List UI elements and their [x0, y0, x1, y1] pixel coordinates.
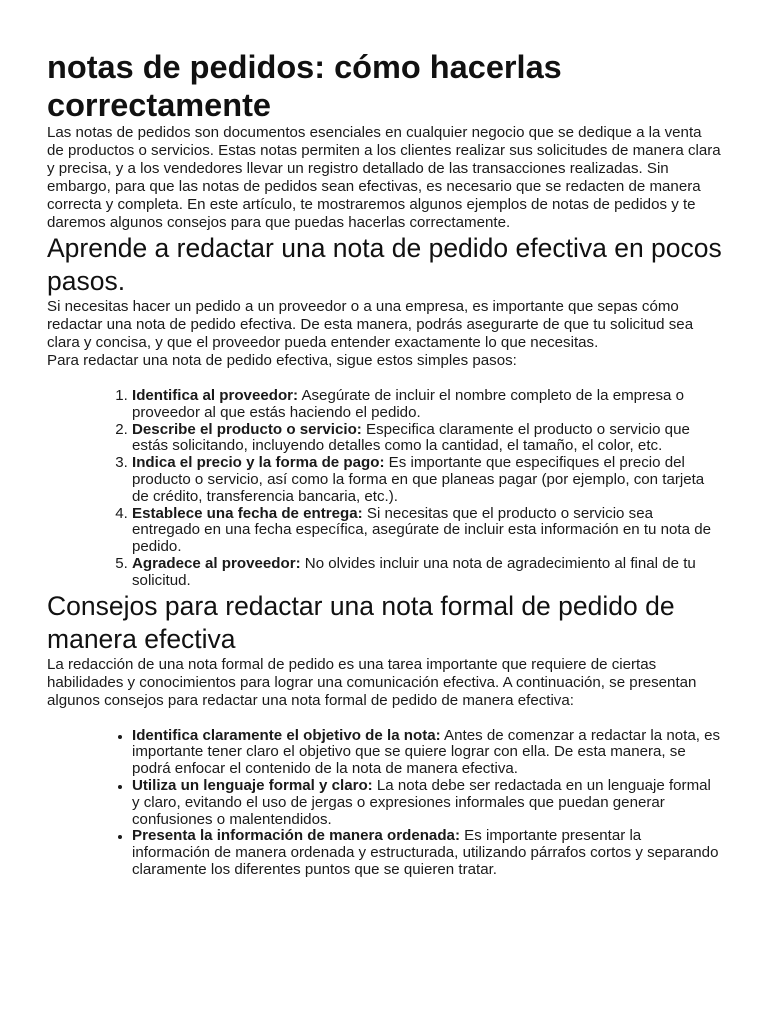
section-heading-consejos: Consejos para redactar una nota formal de pedido de manera efectiva [47, 590, 675, 654]
tips-list [47, 728, 722, 879]
step-text: No olvides incluir una nota de agradecimiento al final de tu solicitud. [132, 554, 696, 589]
intro-paragraph: Las notas de pedidos son documentos esenciales en cualquier negocio que se dedique a la venta de productos o servicios. Estas notas permiten a los clientes realizar sus solicitudes de manera clara y precisa, y a los vendedores llevar un registro detallado de las transacciones realizadas. Sin embargo, para que las notas de pedidos sean efectivas, es necesario que se redacten de manera correcta y completa. En este artículo, te mostraremos algunos ejemplos de notas de pedidos y te daremos algunos consejos para que puedas hacerlas correctamente. [47, 124, 721, 231]
tip-label: Presenta la información de manera ordenada: [132, 827, 460, 845]
tip-label: Utiliza un lenguaje formal y claro: [132, 776, 373, 794]
step-item [132, 455, 722, 505]
steps-list [47, 388, 722, 590]
section-intro-consejos: La redacción de una nota formal de pedido es una tarea importante que requiere de ciertas habilidades y conocimientos para lograr una comunicación efectiva. A continuación, se presentan algunos consejos para redactar una nota formal de pedido de manera efectiva: [47, 655, 697, 709]
step-label: Identifica al proveedor: [132, 387, 299, 404]
step-item [132, 556, 722, 590]
section-intro-redactar: Si necesitas hacer un pedido a un proveedor o a una empresa, es importante que sepas cómo redactar una nota de pedido efectiva. De esta manera, podrás asegurarte de que tu solicitud sea clara y concisa, y que el proveedor pueda entender exactamente lo que necesitas. [47, 298, 694, 351]
page-title: notas de pedidos: cómo hacerlas correctamente [47, 49, 562, 123]
tip-item [132, 728, 722, 778]
steps-lead-text: Para redactar una nota de pedido efectiva, sigue estos simples pasos: [47, 352, 517, 369]
tip-text: Antes de comenzar a redactar la nota, es importante tener claro el objetivo que se quiere lograr con ella. De esta manera, se podrá enfocar el contenido de la nota de manera efectiva. [132, 726, 721, 778]
step-item [132, 422, 722, 456]
tip-item [132, 778, 722, 828]
tip-item [132, 828, 722, 878]
tip-text: La nota debe ser redactada en un lenguaje formal y claro, evitando el uso de jergas o expresiones informales que puedan generar confusiones o malentendidos. [132, 776, 711, 828]
section-heading-redactar: Aprende a redactar una nota de pedido efectiva en pocos pasos. [47, 233, 722, 296]
step-label: Indica el precio y la forma de pago: [132, 454, 385, 472]
step-label: Describe el producto o servicio: [132, 420, 362, 438]
tip-label: Identifica claramente el objetivo de la nota: [132, 726, 441, 744]
step-label: Agradece al proveedor: [132, 554, 301, 572]
step-text: Es importante que especifiques el precio del producto o servicio, así como la forma en que planeas pagar (por ejemplo, con tarjeta de crédito, transferencia bancaria, etc.). [132, 454, 705, 505]
tip-text: Es importante presentar la información de manera ordenada y estructurada, utilizando párrafos cortos y separando claramente los diferentes puntos que se quieren tratar. [132, 827, 719, 878]
step-text: Si necesitas que el producto o servicio sea entregado en una fecha específica, asegúrate de incluir esta información en tu nota de pedido. [132, 504, 711, 556]
step-label: Establece una fecha de entrega: [132, 504, 363, 522]
step-text: Especifica claramente el producto o servicio que estás solicitando, incluyendo detalles como la cantidad, el tamaño, el color, etc. [132, 420, 690, 455]
step-text: Asegúrate de incluir el nombre completo de la empresa o proveedor al que estás haciendo el pedido. [132, 387, 685, 421]
step-item [132, 506, 722, 556]
step-item [132, 388, 722, 422]
